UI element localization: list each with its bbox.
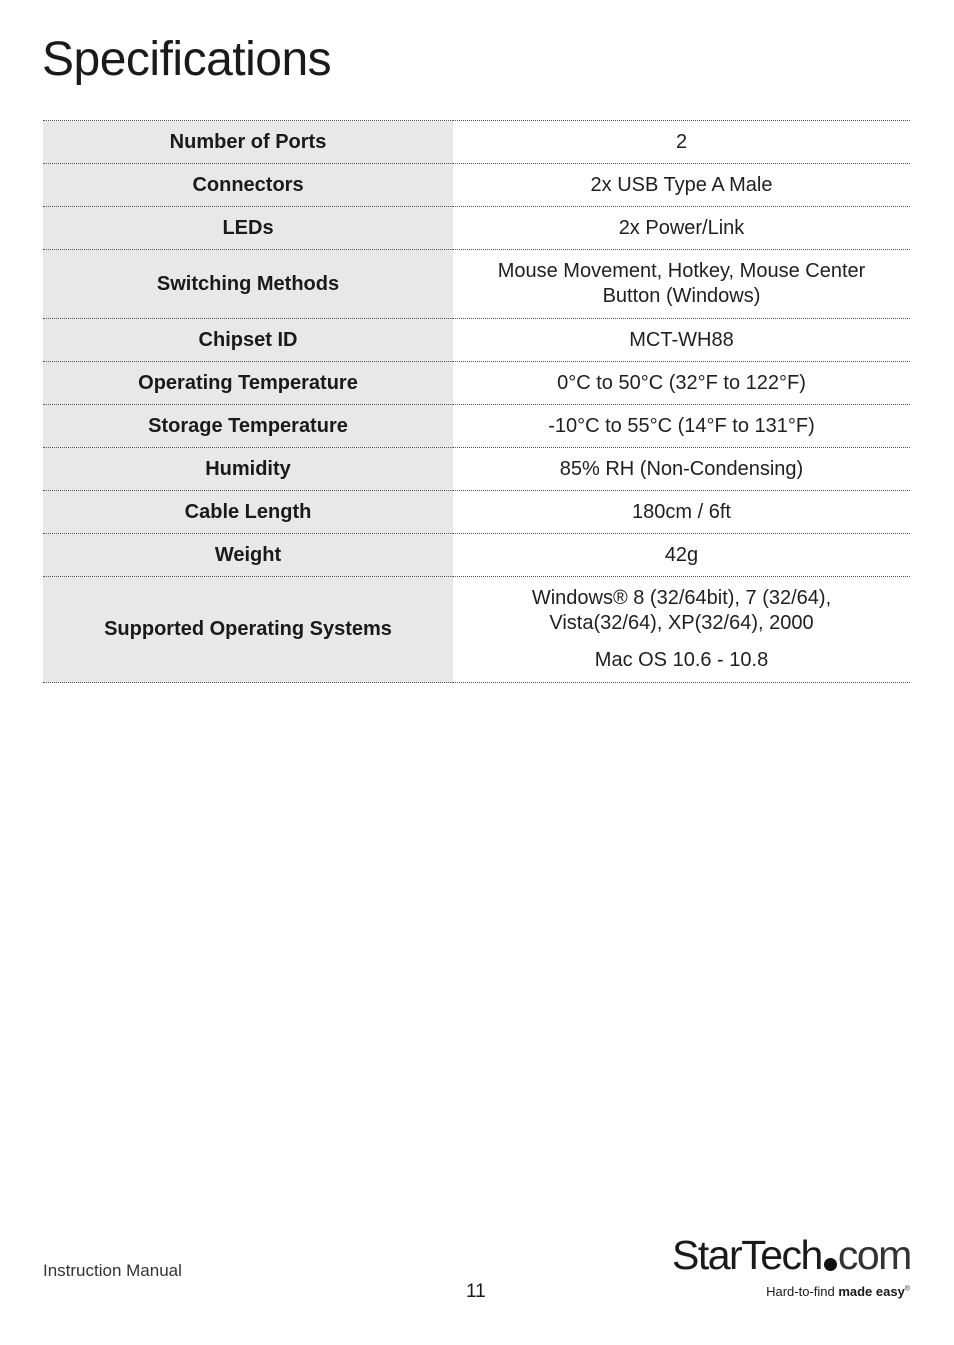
spec-label: Chipset ID: [43, 319, 453, 362]
spec-value-line: Mouse Movement, Hotkey, Mouse Center: [497, 260, 866, 282]
spec-label: Connectors: [43, 164, 453, 207]
spec-value: [453, 319, 910, 362]
brand-tagline-strong: made easy: [838, 1284, 905, 1299]
spec-label: Humidity: [43, 448, 453, 491]
brand-tagline: [766, 1284, 910, 1299]
spec-value-line: Windows® 8 (32/64bit), 7 (32/64),: [531, 587, 832, 609]
table-row: [43, 491, 910, 534]
footer-document-label: Instruction Manual: [43, 1261, 182, 1280]
registered-mark: ®: [904, 1285, 910, 1293]
spec-value-line: 180cm / 6ft: [632, 500, 731, 523]
page-number: 11: [466, 1281, 486, 1302]
spec-label: Switching Methods: [43, 250, 453, 319]
table-row: [43, 207, 910, 250]
spec-value: [453, 491, 910, 534]
spec-value: [453, 534, 910, 577]
table-row: [43, 405, 910, 448]
table-row: [43, 534, 910, 577]
spec-label: Number of Ports: [43, 121, 453, 164]
spec-value-line: 2x Power/Link: [618, 216, 745, 239]
spec-value-line: Mac OS 10.6 - 10.8: [594, 649, 769, 671]
spec-value: [453, 405, 910, 448]
spec-value-line: MCT-WH88: [629, 328, 734, 351]
spec-value: [453, 448, 910, 491]
spec-label: Cable Length: [43, 491, 453, 534]
specifications-table: [43, 120, 910, 683]
spec-label: Weight: [43, 534, 453, 577]
spec-value-line: 0°C to 50°C (32°F to 122°F): [557, 371, 806, 394]
page-title: Specifications: [42, 33, 332, 86]
spec-value: [453, 250, 910, 319]
brand-name-main: StarTech: [672, 1232, 822, 1278]
table-row: [43, 121, 910, 164]
spec-value: [453, 207, 910, 250]
spec-value: [453, 577, 910, 683]
spec-value-line: Vista(32/64), XP(32/64), 2000: [549, 612, 814, 634]
table-row: [43, 448, 910, 491]
brand-name-suffix: com: [837, 1232, 911, 1278]
spec-label: Storage Temperature: [43, 405, 453, 448]
table-row: [43, 319, 910, 362]
table-row: [43, 164, 910, 207]
spec-value-line: 2: [675, 130, 688, 153]
brand-tagline-light: Hard-to-find: [766, 1284, 839, 1299]
spec-value-line: Button (Windows): [602, 285, 761, 307]
spec-value: [453, 121, 910, 164]
spec-label: Supported Operating Systems: [43, 577, 453, 683]
spec-value: [453, 164, 910, 207]
spec-value-line: 2x USB Type A Male: [590, 173, 773, 196]
table-row: [43, 362, 910, 405]
table-row: [43, 577, 910, 683]
spec-label: Operating Temperature: [43, 362, 453, 405]
brand-wordmark: [672, 1232, 911, 1279]
spec-value-line: 85% RH (Non-Condensing): [559, 457, 804, 480]
table-row: [43, 250, 910, 319]
brand-logo: [672, 1232, 912, 1304]
spec-value-line: -10°C to 55°C (14°F to 131°F): [548, 414, 815, 437]
spec-value: [453, 362, 910, 405]
spec-label: LEDs: [43, 207, 453, 250]
brand-dot-icon: [824, 1258, 837, 1271]
spec-value-line: 42g: [664, 543, 699, 566]
